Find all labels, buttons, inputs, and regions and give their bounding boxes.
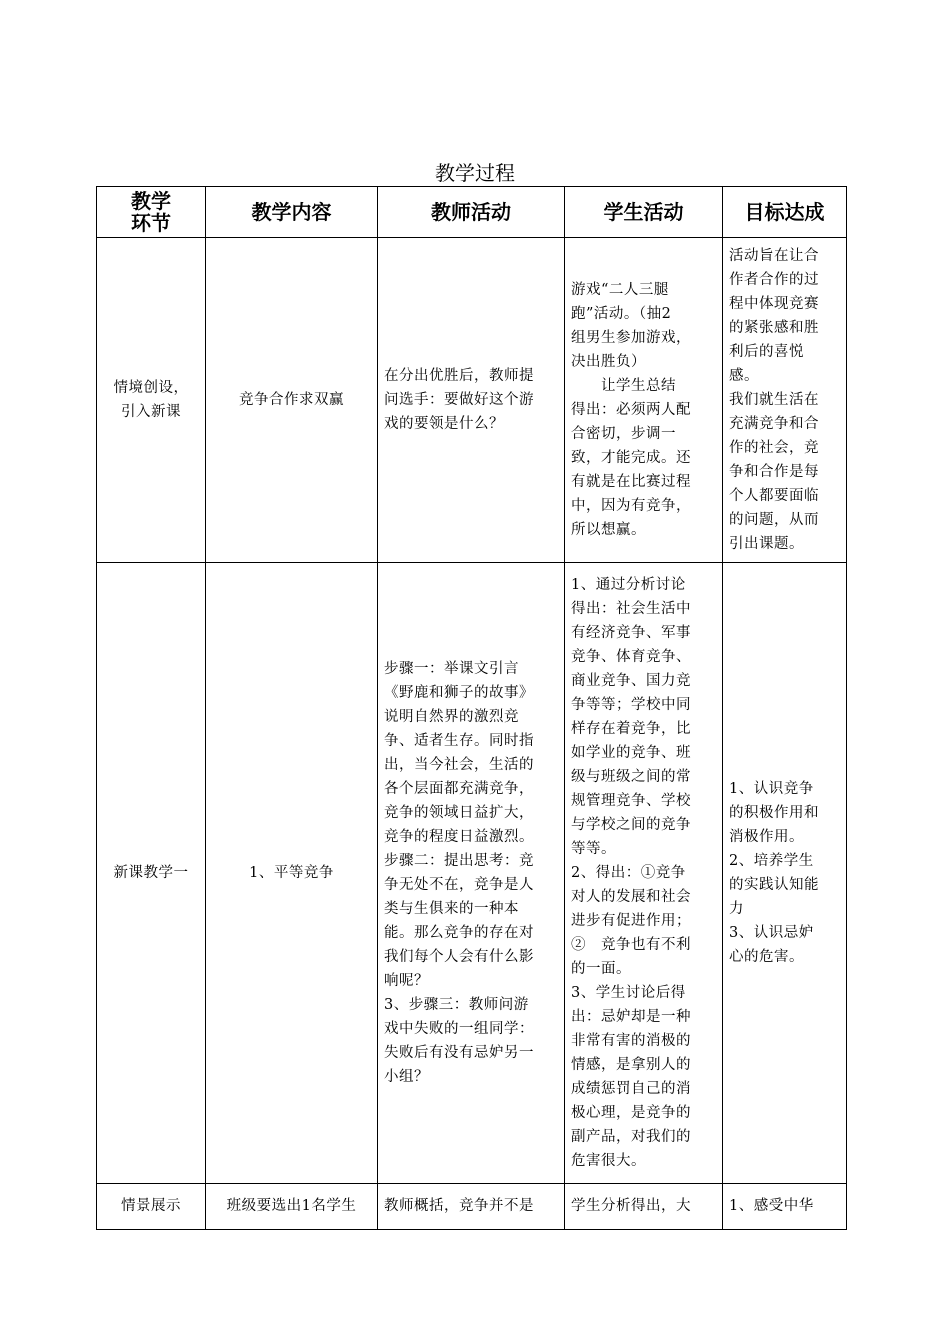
cell-content: 1、平等竞争: [206, 563, 378, 1184]
header-stage: 教学 环节: [97, 187, 206, 238]
cell-stage: 情境创设， 引入新课: [97, 238, 206, 563]
header-goal: 目标达成: [723, 187, 847, 238]
page-title: 教学过程: [435, 161, 515, 185]
cell-goal: 1、认识竞争 的积极作用和 消极作用。 2、培养学生 的实践认知能 力 3、认识忌妒 心的危害。: [723, 563, 847, 1184]
cell-teacher: 教师概括，竞争并不是: [378, 1184, 565, 1230]
cell-student: 游戏“二人三腿 跑”活动。（抽2 组男生参加游戏， 决出胜负） 让学生总结 得出：必须两人配 合密切，步调一 致，才能完成。还 有就是在比赛过程 中，因为有竞争， 所以想赢。: [565, 238, 723, 563]
header-content: 教学内容: [206, 187, 378, 238]
cell-content: 竞争合作求双赢: [206, 238, 378, 563]
table-row: [97, 1184, 847, 1230]
cell-stage: 新课教学一: [97, 563, 206, 1184]
teaching-process-table: [96, 186, 847, 1230]
cell-content: 班级要选出1名学生: [206, 1184, 378, 1230]
cell-teacher: 在分出优胜后，教师提 问选手：要做好这个游 戏的要领是什么？: [378, 238, 565, 563]
header-teacher: 教师活动: [378, 187, 565, 238]
cell-stage: 情景展示: [97, 1184, 206, 1230]
cell-student: 学生分析得出，大: [565, 1184, 723, 1230]
cell-goal: 活动旨在让合 作者合作的过 程中体现竞赛 的紧张感和胜 利后的喜悦 感。 我们就生活在 充满竞争和合 作的社会，竞 争和合作是每 个人都要面临 的问题，从而 引出课题。: [723, 238, 847, 563]
header-student: 学生活动: [565, 187, 723, 238]
table-header-row: [97, 187, 847, 238]
cell-teacher: 步骤一：举课文引言 《野鹿和狮子的故事》 说明自然界的激烈竞 争、适者生存。同时指 出，当今社会，生活的 各个层面都充满竞争， 竞争的领域日益扩大， 竞争的程度日益激烈。 步骤二：提出思考：竞 争无处不在，竞争是人 类与生俱来的一种本 能。那么竞争的存在对 我们每个人会有什么影 响呢？ 3、步骤三：教师问游 戏中失败的一组同学： 失败后有没有忌妒另一 小组？: [378, 563, 565, 1184]
table-row: [97, 238, 847, 563]
cell-student: 1、通过分析讨论 得出：社会生活中 有经济竞争、军事 竞争、体育竞争、 商业竞争、国力竞 争等等；学校中同 样存在着竞争，比 如学业的竞争、班 级与班级之间的常 规管理竞争、学校 与学校之间的竞争 等等。 2、得出：①竞争 对人的发展和社会 进步有促进作用； ② 竞争也有不利 的一面。 3、学生讨论后得 出：忌妒却是一种 非常有害的消极的 情感，是拿别人的 成绩惩罚自己的消 极心理，是竞争的 副产品，对我们的 危害很大。: [565, 563, 723, 1184]
cell-goal: 1、感受中华: [723, 1184, 847, 1230]
table-row: [97, 563, 847, 1184]
